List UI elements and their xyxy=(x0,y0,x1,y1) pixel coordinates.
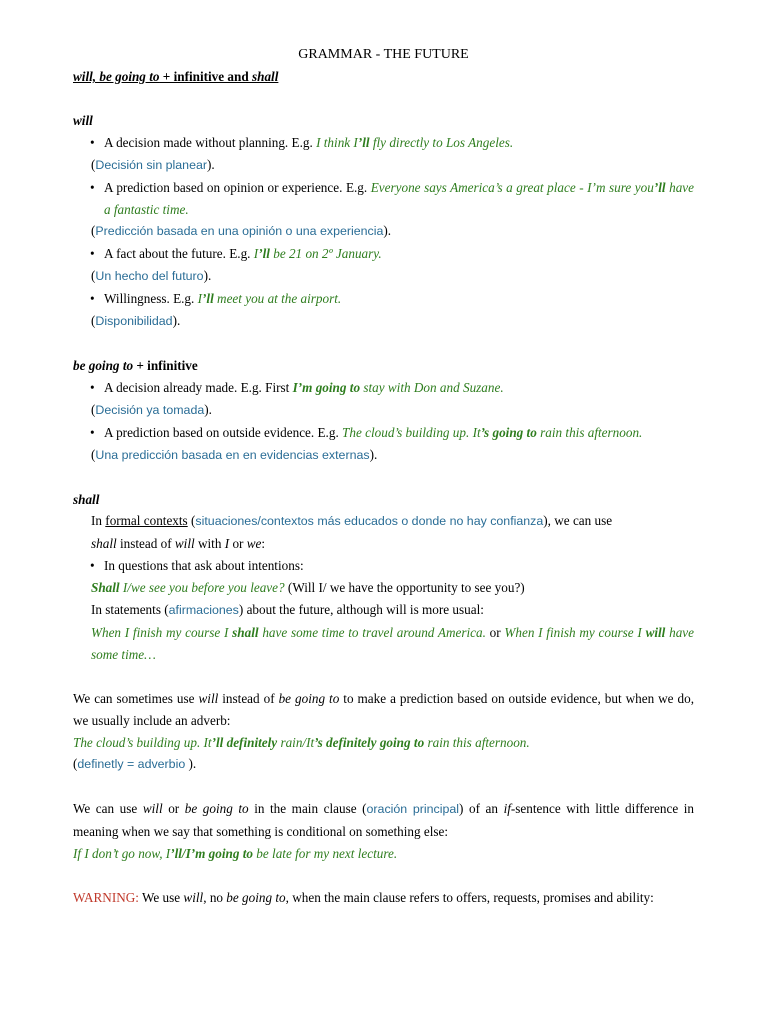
shall-statements: In statements (afirmaciones) about the future, although will is more usual: xyxy=(91,602,484,618)
conditional-paragraph: We can use will or be going to in the main clause (oración principal) of an if-sentence with little difference in meaning when we say that something is conditional on something else: xyxy=(73,801,695,840)
will-item-1: • A decision made without planning. E.g. I think I’ll fly directly to Los Angeles. xyxy=(73,132,694,154)
will-translation-1: (Decisión sin planear). xyxy=(91,156,215,172)
bullet-icon: • xyxy=(90,379,95,395)
bullet-icon: • xyxy=(90,558,95,574)
subtitle xyxy=(73,66,694,88)
subtitle-infinitive: + infinitive and xyxy=(159,69,252,84)
adverb-paragraph: We can sometimes use will instead of be going to to make a prediction based on outside evidence, but when we do, we usually include an adverb: xyxy=(73,690,695,728)
subtitle-shall: shall xyxy=(252,69,279,84)
shall-heading: shall xyxy=(73,491,100,507)
bullet-icon: • xyxy=(90,291,95,307)
warning-paragraph: WARNING: We use will, no be going to, when the main clause refers to offers, requests, promises and ability: xyxy=(73,890,654,906)
shall-examples: When I finish my course I shall have some time to travel around America. or When I finish my course I will have some time… xyxy=(91,624,695,662)
going-to-translation-2: (Una predicción basada en en evidencias externas). xyxy=(91,446,378,462)
going-to-translation-1: (Decisión ya tomada). xyxy=(91,401,212,417)
will-translation-4: (Disponibilidad). xyxy=(91,313,181,329)
bullet-icon: • xyxy=(90,246,95,262)
shall-line2: shall instead of will with I or we: xyxy=(91,536,266,552)
will-translation-3: (Un hecho del futuro). xyxy=(91,268,212,284)
subtitle-will-going-to: will, be going to xyxy=(73,69,160,84)
bullet-icon: • xyxy=(90,179,95,195)
shall-question: Shall I/we see you before you leave? (Will I/ we have the opportunity to see you?) xyxy=(91,580,525,596)
adverb-translation: (definetly = adverbio ). xyxy=(73,756,197,772)
adverb-example: The cloud’s building up. It’ll definitely rain/It’s definitely going to rain this afternoon. xyxy=(73,734,530,750)
will-item-3: • A fact about the future. E.g. I’ll be 21 on 2º January. xyxy=(73,243,694,265)
shall-intro: In formal contexts (situaciones/contextos más educados o donde no hay confianza), we can use xyxy=(91,513,613,529)
will-item-2: • A prediction based on opinion or experience. E.g. Everyone says America’s a great place - I’m sure you’ll have a fantastic time. xyxy=(73,177,694,221)
bullet-icon: • xyxy=(90,424,95,440)
will-heading: will xyxy=(73,112,93,128)
going-to-item-2: • A prediction based on outside evidence. E.g. The cloud’s building up. It’s going to rain this afternoon. xyxy=(73,422,694,444)
will-item-4: • Willingness. E.g. I’ll meet you at the airport. xyxy=(73,288,694,310)
going-to-heading: be going to + infinitive xyxy=(73,357,198,373)
going-to-item-1: • A decision already made. E.g. First I’m going to stay with Don and Suzane. xyxy=(73,377,694,399)
will-translation-2: (Predicción basada en una opinión o una experiencia). xyxy=(91,223,392,239)
page-title: GRAMMAR - THE FUTURE xyxy=(298,47,469,62)
conditional-example: If I don’t go now, I’ll/I’m going to be late for my next lecture. xyxy=(73,846,398,862)
bullet-icon: • xyxy=(90,134,95,150)
warning-label: WARNING: xyxy=(73,890,139,906)
shall-bullet: • In questions that ask about intentions: xyxy=(73,555,694,577)
